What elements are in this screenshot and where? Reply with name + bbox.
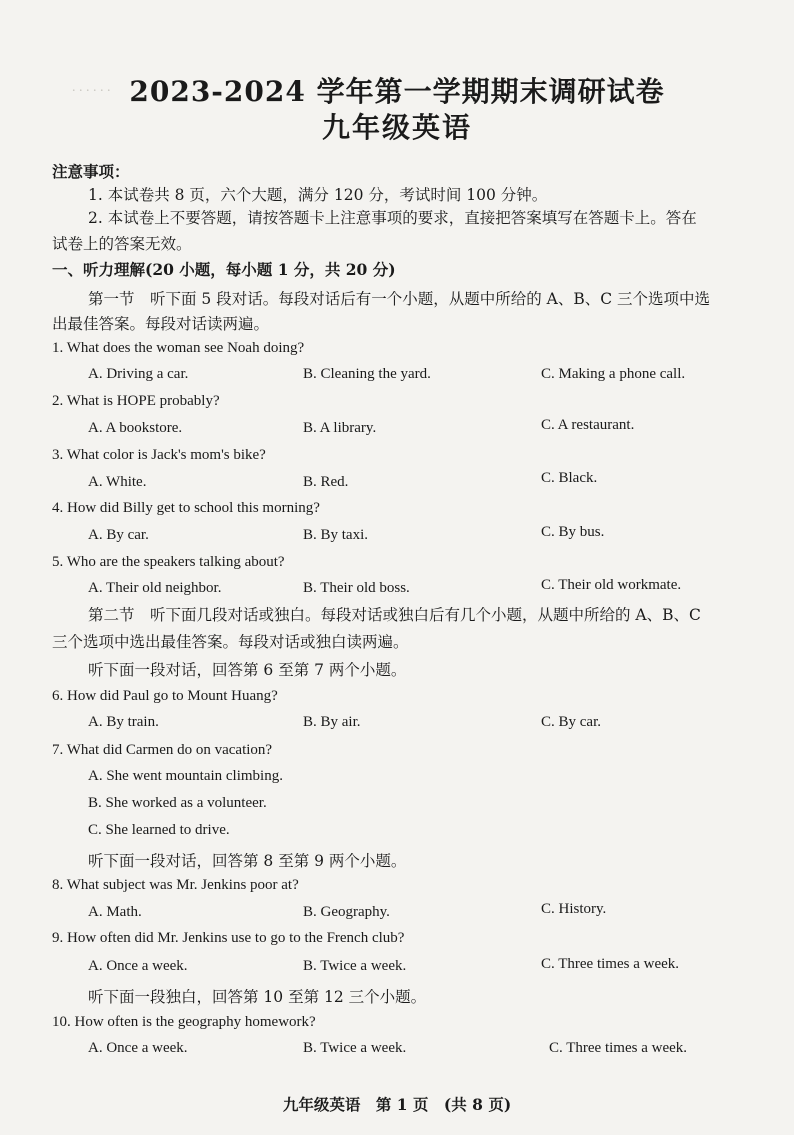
question-1: 1. What does the woman see Noah doing?	[52, 340, 305, 356]
question-4: 4. How did Billy get to school this morning?	[52, 500, 320, 516]
q3-option-c: C. Black.	[541, 470, 598, 486]
part1-instruction-line-1: 第一节 听下面 5 段对话。每段对话后有一个小题，从题中所给的 A、B、C 三个选项中选	[88, 290, 711, 308]
q7-option-c: C. She learned to drive.	[88, 822, 230, 838]
notice-heading: 注意事项：	[52, 162, 130, 181]
q4-option-a: A. By car.	[88, 527, 149, 543]
q1-option-b: B. Cleaning the yard.	[303, 366, 431, 382]
page-title: 2023-2024 学年第一学期期末调研试卷	[129, 75, 665, 108]
q9-option-a: A. Once a week.	[88, 958, 188, 974]
q6-option-c: C. By car.	[541, 714, 601, 730]
q10-option-a: A. Once a week.	[88, 1040, 188, 1056]
notice-item-2-line-1: 2. 本试卷上不要答题，请按答题卡上注意事项的要求，直接把答案填写在答题卡上。答在	[88, 209, 697, 227]
question-5: 5. Who are the speakers talking about?	[52, 554, 285, 570]
q4-option-c: C. By bus.	[541, 524, 605, 540]
q5-option-c: C. Their old workmate.	[541, 577, 682, 593]
q1-option-c: C. Making a phone call.	[541, 366, 686, 382]
question-6: 6. How did Paul go to Mount Huang?	[52, 688, 278, 704]
q10-option-c: C. Three times a week.	[549, 1040, 688, 1056]
q8-option-b: B. Geography.	[303, 904, 390, 920]
dialog-6-7-instruction: 听下面一段对话，回答第 6 至第 7 两个小题。	[88, 661, 407, 679]
q9-option-b: B. Twice a week.	[303, 958, 407, 974]
question-10: 10. How often is the geography homework?	[52, 1014, 316, 1030]
q6-option-b: B. By air.	[303, 714, 361, 730]
question-8: 8. What subject was Mr. Jenkins poor at?	[52, 877, 299, 893]
bleed-through-text: . . . . . .	[72, 80, 111, 95]
page-subtitle: 九年级英语	[321, 111, 472, 144]
q2-option-c: C. A restaurant.	[541, 417, 635, 433]
question-7: 7. What did Carmen do on vacation?	[52, 742, 273, 758]
question-3: 3. What color is Jack's mom's bike?	[52, 447, 266, 463]
q7-option-b: B. She worked as a volunteer.	[88, 795, 267, 811]
notice-item-1: 1. 本试卷共 8 页，六个大题，满分 120 分，考试时间 100 分钟。	[88, 186, 548, 204]
q8-option-c: C. History.	[541, 901, 607, 917]
q3-option-a: A. White.	[88, 474, 147, 490]
dialog-8-9-instruction: 听下面一段对话，回答第 8 至第 9 两个小题。	[88, 852, 407, 870]
notice-item-2-line-2: 试卷上的答案无效。	[52, 235, 192, 253]
q4-option-b: B. By taxi.	[303, 527, 369, 543]
q8-option-a: A. Math.	[88, 904, 142, 920]
page-footer: 九年级英语 第 1 页 (共 8 页)	[282, 1095, 512, 1114]
q5-option-b: B. Their old boss.	[303, 580, 410, 596]
q7-option-a: A. She went mountain climbing.	[88, 768, 283, 784]
q9-option-c: C. Three times a week.	[541, 956, 680, 972]
part2-instruction-line-1: 第二节 听下面几段对话或独白。每段对话或独白后有几个小题，从题中所给的 A、B、C	[88, 606, 701, 624]
part1-instruction-line-2: 出最佳答案。每段对话读两遍。	[52, 315, 270, 333]
q6-option-a: A. By train.	[88, 714, 159, 730]
q1-option-a: A. Driving a car.	[88, 366, 189, 382]
q2-option-b: B. A library.	[303, 420, 377, 436]
part2-instruction-line-2: 三个选项中选出最佳答案。每段对话或独白读两遍。	[52, 633, 409, 651]
q10-option-b: B. Twice a week.	[303, 1040, 407, 1056]
question-9: 9. How often did Mr. Jenkins use to go to the French club?	[52, 930, 405, 946]
question-2: 2. What is HOPE probably?	[52, 393, 220, 409]
q2-option-a: A. A bookstore.	[88, 420, 183, 436]
section-heading-listening: 一、听力理解(20 小题，每小题 1 分，共 20 分)	[52, 260, 396, 279]
q5-option-a: A. Their old neighbor.	[88, 580, 222, 596]
mono-10-12-instruction: 听下面一段独白，回答第 10 至第 12 三个小题。	[88, 988, 427, 1006]
q3-option-b: B. Red.	[303, 474, 349, 490]
